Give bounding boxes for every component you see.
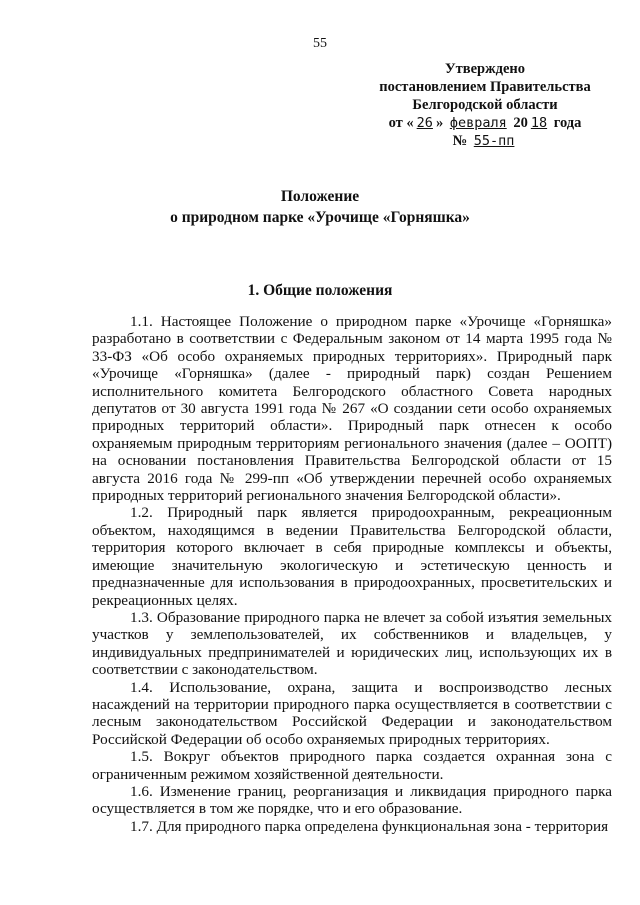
resolution-number: 55-пп: [473, 133, 515, 149]
date-month: февраля: [449, 115, 507, 131]
approval-date-line: [360, 114, 610, 132]
approval-line-approved: Утверждено: [445, 61, 525, 77]
number-prefix: №: [452, 133, 468, 149]
paragraph-1-5: 1.5. Вокруг объектов природного парка создается охранная зона с ограниченным режимом хозяйственной деятельности.: [92, 748, 612, 783]
section-heading: 1. Общие положения: [247, 282, 393, 299]
date-year-prefix: 20: [513, 115, 528, 131]
date-year-word: года: [553, 115, 582, 131]
page-number: 55: [313, 36, 327, 51]
approval-line-resolution: постановлением Правительства: [379, 79, 591, 95]
date-day: 26: [416, 115, 433, 131]
paragraph-1-7: 1.7. Для природного парка определена функциональная зона - территория: [130, 817, 609, 835]
approval-stamp-block: [360, 60, 610, 150]
paragraph-1-6: 1.6. Изменение границ, реорганизация и ликвидация природного парка осуществляется в том же порядке, что и его образование.: [92, 782, 612, 818]
section-body: [92, 313, 612, 835]
approval-line-region: Белгородской области: [412, 97, 558, 113]
approval-number-line: [360, 132, 610, 150]
date-year-suffix: 18: [530, 115, 548, 131]
paragraph-1-4: 1.4. Использование, охрана, защита и воспроизводство лесных насаждений на территории природного парка осуществляется в соответствии с лесным законодательством Российской Федерации и законодательством Российской Федерации об особо охраняемых природных территориях.: [92, 678, 612, 748]
paragraph-1-3: 1.3. Образование природного парка не влечет за собой изъятия земельных участков у землепользователей, их собственников и владельцев, у индивидуальных предпринимателей и юридических лиц, использующих их в соответствии с законодательством.: [92, 608, 612, 679]
document-title: [0, 186, 640, 228]
paragraph-1-1: 1.1. Настоящее Положение о природном парке «Урочище «Горняшка» разработано в соответствии с Федеральным законом от 14 марта 1995 года № 33-ФЗ «Об особо охраняемых природных территориях». Природный парк «Урочище «Горняшка» (далее - природный парк) создан Решением исполнительного комитета Белгородского областного Совета народных депутатов от 30 августа 1991 года № 267 «О создании сети особо охраняемых природных территорий области». Природный парк отнесен к особо охраняемым природным территориям регионального значения (далее – ООПТ) на основании постановления Правительства Белгородской области от 15 августа 2016 года № 299-пп «Об утверждении перечней особо охраняемых природных территорий регионального значения Белгородской области».: [92, 313, 612, 505]
date-mid: »: [435, 115, 444, 131]
date-prefix: от «: [388, 115, 414, 131]
title-line-regulation: Положение: [280, 188, 360, 205]
title-line-park: о природном парке «Урочище «Горняшка»: [170, 209, 470, 226]
paragraph-1-2: 1.2. Природный парк является природоохранным, рекреационным объектом, находящимся в ведении Правительства Белгородской области, территория которого включает в себя природные комплексы и объекты, имеющие значительную экологическую и эстетическую ценность и предназначенные для использования в природоохранных, просветительских и рекреационных целях.: [92, 504, 612, 609]
